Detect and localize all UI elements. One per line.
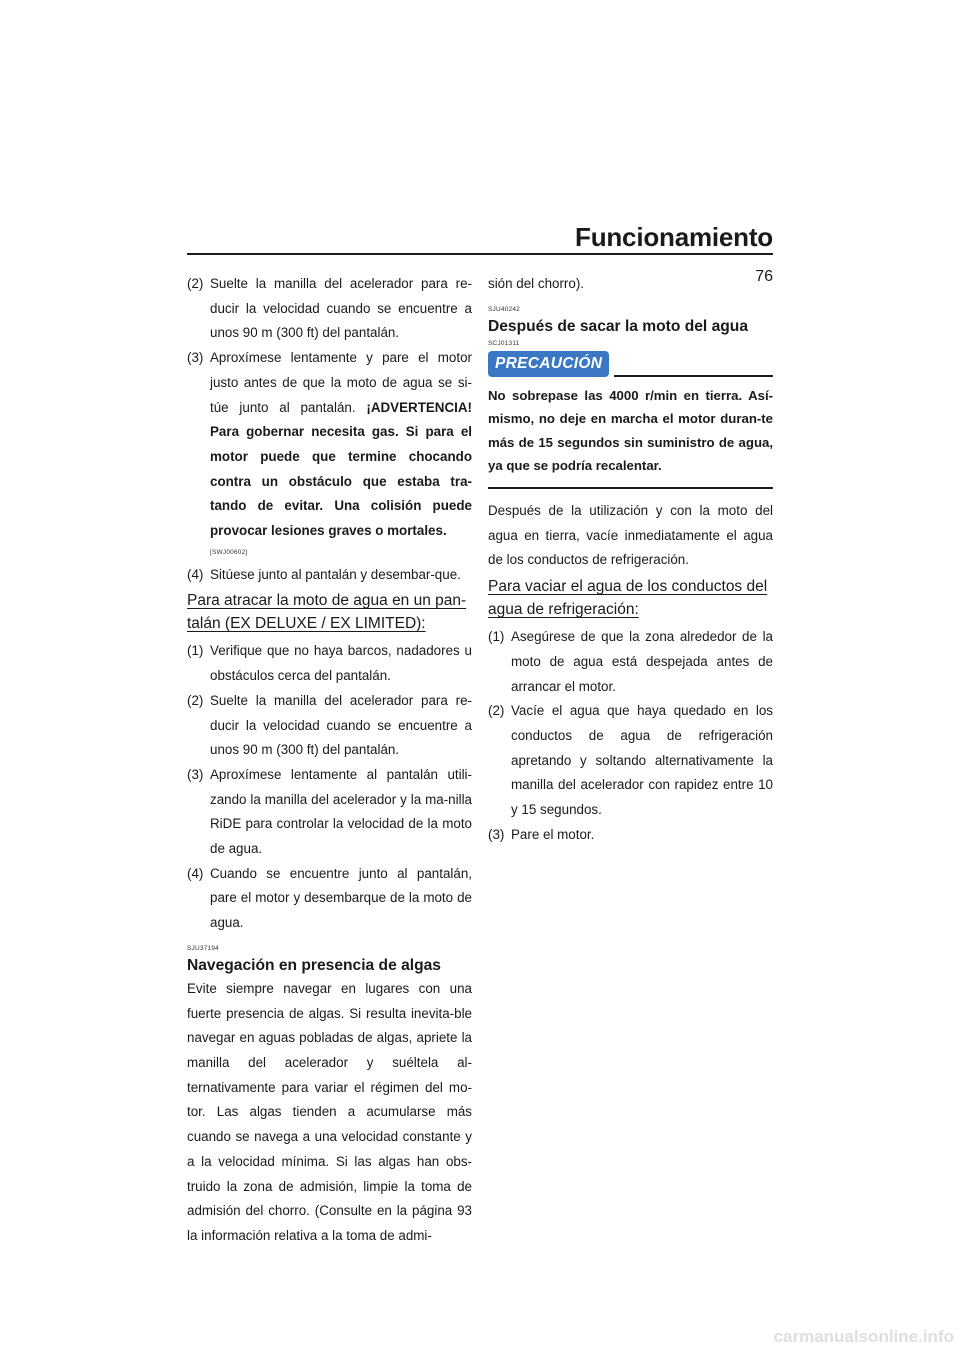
item-number: (1)	[488, 629, 505, 645]
item-text: Vacíe el agua que haya quedado en los conductos de agua de refrigeración apretando y soltando alternativamente la manilla del acelerador con rapidez entre 10 y 15 segundos.	[511, 703, 773, 818]
item-number: (2)	[488, 703, 505, 719]
item-number: (1)	[187, 643, 204, 659]
caution-header	[488, 351, 773, 377]
list-item	[187, 763, 472, 862]
item-number: (3)	[187, 350, 204, 366]
caution-rule	[614, 375, 773, 377]
item-text: Suelte la manilla del acelerador para re-ducir la velocidad cuando se encuentre a unos 90 m (300 ft) del pantalán.	[210, 276, 472, 341]
item-text: Cuando se encuentre junto al pantalán, pare el motor y desembarque de la moto de agua.	[210, 865, 472, 931]
item-text: Asegúrese de que la zona alrededor de la moto de agua está despejada antes de arrancar el motor.	[511, 629, 773, 694]
list-item	[187, 862, 472, 936]
section-heading-after-water: Después de sacar la moto del agua	[488, 317, 748, 335]
warning-text: ¡ADVERTENCIA! Para gobernar necesita gas. Si para el motor puede que termine chocando contra un obstáculo que estaba tra-tando de evitar. Una colisión puede provocar lesiones graves o mortales.	[210, 399, 472, 539]
item-text: Pare el motor.	[511, 826, 595, 842]
caution-bottom-rule	[488, 487, 773, 489]
item-text: Sitúese junto al pantalán y desembar-que.	[210, 566, 461, 582]
list-item	[187, 639, 472, 688]
after-water-paragraph: Después de la utilización y con la moto del agua en tierra, vacíe inmediatamente el agua de los conductos de refrigeración.	[488, 503, 773, 568]
caution-code: SCJ01311	[488, 339, 520, 347]
title-rule	[187, 253, 773, 255]
page-number: 76	[755, 268, 773, 285]
list-item	[488, 625, 773, 699]
item-number: (2)	[187, 276, 204, 291]
list-item	[187, 689, 472, 763]
item-number: (3)	[488, 826, 505, 842]
list-item	[187, 272, 472, 346]
docking-subheading: Para atracar la moto de agua en un pan-talán (EX DELUXE / EX LIMITED):	[187, 592, 467, 633]
drain-subheading: Para vaciar el agua de los conductos del agua de refrigeración:	[488, 578, 768, 619]
caution-text: No sobrepase las 4000 r/min en tierra. Así-mismo, no deje en marcha el motor duran-te más de 15 segundos sin suministro de agua, ya que se podría recalentar.	[488, 387, 773, 474]
list-item	[488, 823, 773, 848]
list-item	[187, 346, 472, 544]
item-number: (4)	[187, 566, 204, 582]
section-code: SJU40242	[488, 305, 520, 313]
item-text: Suelte la manilla del acelerador para re-ducir la velocidad cuando se encuentre a unos 90 m (300 ft) del pantalán.	[210, 692, 472, 758]
item-text-plain: Aproxímese lentamente y pare el motor justo antes de que la moto de agua se si-túe junto al pantalán.	[210, 350, 472, 415]
list-item	[187, 563, 472, 588]
section-code: SJU37194	[187, 944, 219, 952]
right-column	[488, 272, 773, 848]
item-number: (2)	[187, 692, 204, 708]
left-column	[187, 272, 472, 1249]
item-text: Aproxímese lentamente al pantalán utili-zando la manilla del acelerador y la ma-nilla RiDE para controlar la velocidad de la moto de agua.	[210, 766, 472, 857]
warning-code: [SWJ00602]	[210, 548, 248, 556]
list-item	[488, 699, 773, 823]
watermark: carmanualsonline.info	[773, 1327, 954, 1346]
continuation-text: sión del chorro).	[488, 276, 585, 291]
section-heading-algae: Navegación en presencia de algas	[187, 956, 441, 974]
page-title: Funcionamiento	[575, 222, 773, 252]
caution-badge: PRECAUCIÓN	[488, 351, 609, 377]
item-text	[210, 346, 472, 544]
item-text: Verifique que no haya barcos, nadadores u obstáculos cerca del pantalán.	[210, 643, 472, 684]
item-number: (4)	[187, 865, 204, 881]
item-number: (3)	[187, 766, 204, 782]
algae-paragraph: Evite siempre navegar en lugares con una fuerte presencia de algas. Si resulta inevita-ble navegar en aguas pobladas de algas, apriete la manilla del acelerador y suéltela al-ternativamente para variar el régimen del mo-tor. Las algas tienden a acumularse más cuando se navega a una velocidad constante y a la velocidad mínima. Si las algas han obs-truido la zona de admisión, limpie la toma de admisión del chorro. (Consulte en la página 93 la información relativa a la toma de admi-	[187, 980, 472, 1243]
